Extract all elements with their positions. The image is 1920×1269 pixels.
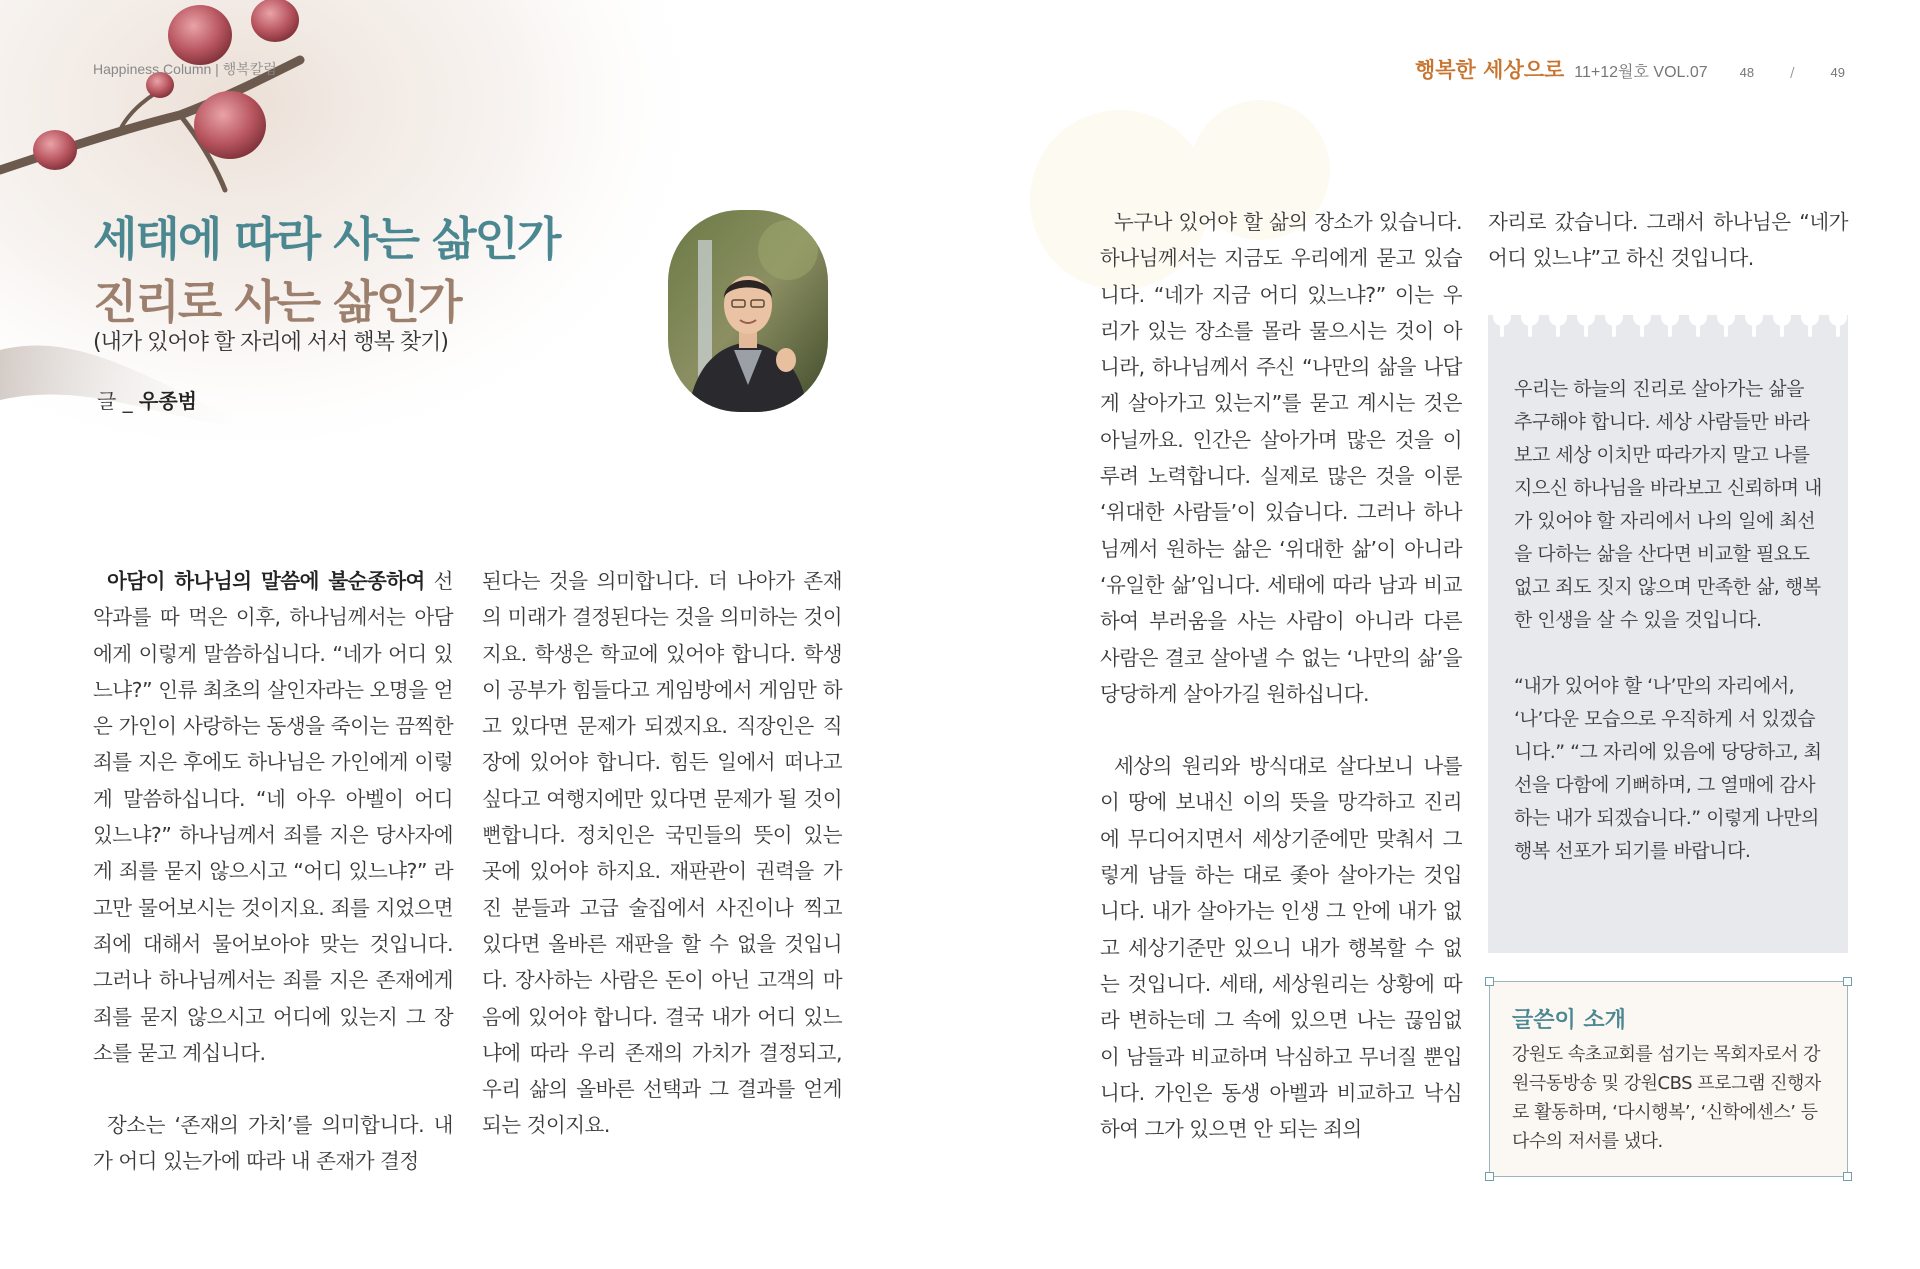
page-number-right: 49: [1830, 65, 1845, 80]
running-header-right: [1415, 54, 1845, 84]
page-number-left: 48: [1739, 65, 1755, 80]
paragraph: 자리로 갔습니다. 그래서 하나님은 “네가 어디 있느냐”고 하신 것입니다.: [1488, 210, 1848, 271]
quote-paragraph-2: “내가 있어야 할 ‘나’만의 자리에서, ‘나’다운 모습으로 우직하게 서 있겠습니다.” “그 자리에 있음에 당당하고, 최선을 다함에 기뻐하며, 그 열매에 감사하는 내가 되겠습니다.” 이렇게 나만의 행복 선포가 되기를 바랍니다.: [1514, 675, 1822, 862]
author-intro-title: 글쓴이 소개: [1512, 1008, 1626, 1033]
paragraph: 장소는 ‘존재의 가치’를 의미합니다. 내가 어디 있는가에 따라 내 존재가 결정: [93, 1113, 453, 1174]
running-header-left: Happiness Column | 행복칼럼: [93, 61, 277, 77]
page-number-separator: /: [1790, 66, 1795, 81]
article-column-4: [1488, 204, 1848, 277]
corner-marker: [1843, 977, 1852, 986]
lead-in: 아담이 하나님의 말씀에 불순종하여: [107, 569, 425, 593]
corner-marker: [1485, 1172, 1494, 1181]
paragraph: 누구나 있어야 할 삶의 장소가 있습니다. 하나님께서는 지금도 우리에게 묻고 있습니다. “네가 지금 어디 있느냐?” 이는 우리가 있는 장소를 몰라 물으시는 것이 아니라, 하나님께서 주신 “나만의 삶을 나답게 살아가고 있는지”를 묻고 계시는 것은 아닐까요. 인간은 살아가며 많은 것을 이루려 노력합니다. 실제로 많은 것을 이룬 ‘위대한 사람들’이 있습니다. 그러나 하나님께서 원하는 삶은 ‘위대한 삶’이 아니라 ‘유일한 삶’입니다. 세태에 따라 남과 비교하여 부러움을 사는 사람이 아니라 다른 사람은 결코 살아낼 수 없는 ‘나만의 삶’을 당당하게 살아가길 원하십니다.: [1100, 210, 1462, 706]
pull-quote-text: [1514, 373, 1826, 868]
paragraph: 된다는 것을 의미합니다. 더 나아가 존재의 미래가 결정된다는 것을 의미하는 것이지요. 학생은 학교에 있어야 합니다. 학생이 공부가 힘들다고 게임방에서 게임만 하고 있다면 문제가 되겠지요. 직장인은 직장에 있어야 합니다. 힘든 일에서 떠나고 싶다고 여행지에만 있다면 문제가 될 것이 뻔합니다. 정치인은 국민들의 뜻이 있는 곳에 있어야 하지요. 재판관이 권력을 가진 분들과 고급 술집에서 사진이나 찍고 있다면 올바른 재판을 할 수 없을 것입니다. 장사하는 사람은 돈이 아닌 고객의 마음에 있어야 합니다. 결국 내가 어디 있느냐에 따라 우리 존재의 가치가 결정되고, 우리 삶의 올바른 선택과 그 결과를 얻게 되는 것이지요.: [482, 569, 842, 1138]
paragraph: [93, 563, 453, 1071]
corner-marker: [1843, 1172, 1852, 1181]
article-column-3: [1100, 204, 1462, 1147]
article-title-line-2: 진리로 사는 삶인가: [93, 275, 461, 329]
issue-number: 11+12월호 VOL.07: [1574, 64, 1708, 81]
author-portrait: [668, 210, 828, 412]
article-column-1: [93, 563, 453, 1180]
portrait-illustration: [668, 210, 828, 412]
author-intro-text: 강원도 속초교회를 섬기는 목회자로서 강원극동방송 및 강원CBS 프로그램 진행자로 활동하며, ‘다시행복’, ‘신학에센스’ 등 다수의 저서를 냈다.: [1512, 1044, 1821, 1152]
article-column-2: [482, 563, 842, 1144]
corner-marker: [1485, 977, 1494, 986]
quote-paragraph-1: 우리는 하늘의 진리로 살아가는 삶을 추구해야 합니다. 세상 사람들만 바라보고 세상 이치만 따라가지 말고 나를 지으신 하나님을 바라보고 신뢰하며 내가 있어야 할 자리에서 나의 일에 최선을 다하는 삶을 산다면 비교할 필요도 없고 죄도 짓지 않으며 만족한 삶, 행복한 인생을 살 수 있을 것입니다.: [1514, 378, 1822, 631]
paragraph-text: 선악과를 따 먹은 이후, 하나님께서는 아담에게 이렇게 말씀하십니다. “네가 어디 있느냐?” 인류 최초의 살인자라는 오명을 얻은 가인이 사랑하는 동생을 죽이는 끔찍한 죄를 지은 후에도 하나님은 가인에게 이렇게 말씀하십니다. “네 아우 아벨이 어디 있느냐?” 하나님께서 죄를 지은 당사자에게 죄를 묻지 않으시고 “어디 있느냐?” 라고만 물어보시는 것이지요. 죄를 지었으면 죄에 대해서 물어보아야 맞는 것입니다. 그러나 하나님께서는 죄를 지은 존재에게 죄를 묻지 않으시고 어디에 있는지 그 장소를 묻고 계십니다.: [93, 569, 453, 1065]
magazine-title: 행복한 세상으로: [1414, 58, 1565, 82]
article-title-line-1: 세태에 따라 사는 삶인가: [93, 212, 560, 266]
byline-prefix: 글 _: [97, 389, 140, 413]
article-subtitle: (내가 있어야 할 자리에 서서 행복 찾기): [93, 330, 448, 355]
author-name: 우종범: [139, 389, 198, 413]
byline: [97, 385, 197, 414]
paragraph: 세상의 원리와 방식대로 살다보니 나를 이 땅에 보내신 이의 뜻을 망각하고 진리에 무디어지면서 세상기준에만 맞춰서 그렇게 남들 하는 대로 좇아 살아가는 것입니다. 내가 살아가는 인생 그 안에 내가 없고 세상기준만 있으니 내가 행복할 수 없는 것입니다. 세태, 세상원리는 상황에 따라 변하는데 그 속에 있으면 나는 끊임없이 남들과 비교하며 낙심하고 무너질 뿐입니다. 가인은 동생 아벨과 비교하고 낙심하여 그가 있으면 안 되는 죄의: [1100, 754, 1462, 1142]
notepad-holes: [1488, 315, 1848, 341]
